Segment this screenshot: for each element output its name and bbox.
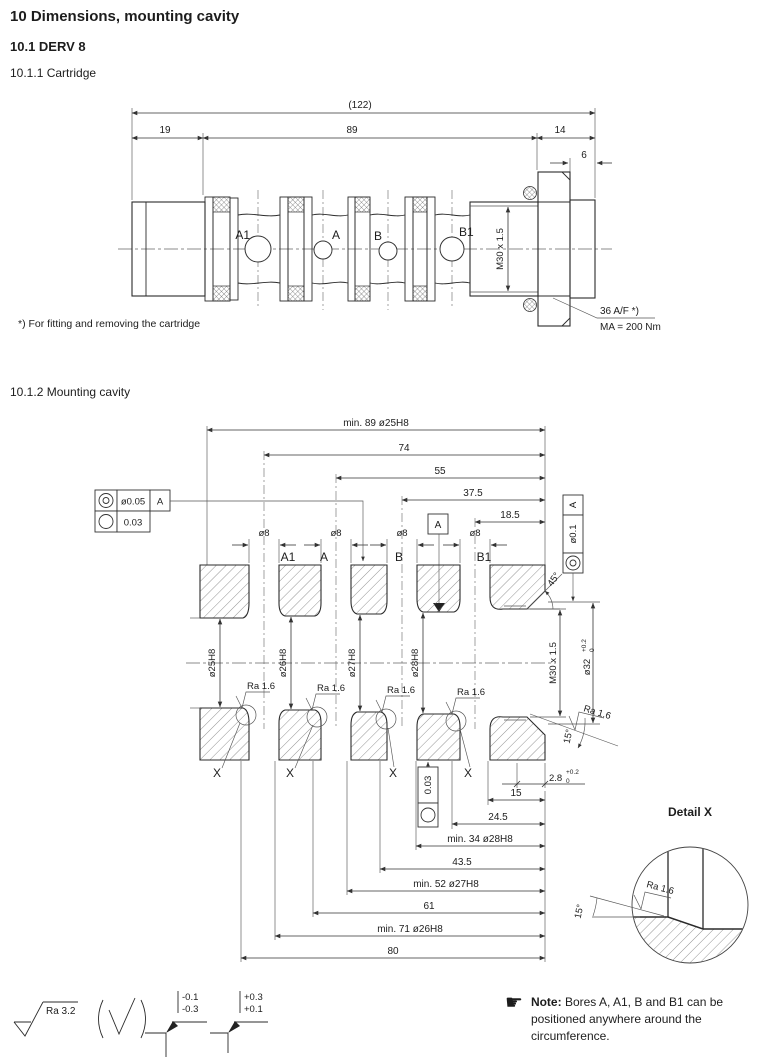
cavity-body-lower: [200, 708, 545, 760]
dim-435-label: 43.5: [452, 857, 472, 868]
edge2-hi-label: +0.3: [244, 992, 263, 1003]
page-title: 10 Dimensions, mounting cavity: [10, 8, 240, 25]
dim-34-label: min. 34 ø28H8: [447, 834, 513, 845]
seat-depth-label: 2.8: [549, 773, 563, 784]
dim-89-label: 89: [346, 125, 358, 136]
x-mark-label: X: [463, 766, 473, 780]
seat-tol-lo: 0: [566, 778, 570, 785]
angle-45-label: 45°: [545, 570, 563, 589]
cavity-heading: 10.1.2 Mounting cavity: [10, 385, 131, 399]
dim-55-label: 55: [434, 466, 446, 477]
ra-label: Ra 1.6: [387, 685, 415, 696]
dia-32-tol-lo: 0: [589, 648, 596, 652]
surface-finish-icon: [14, 1002, 78, 1036]
cavity-body-upper: [200, 565, 545, 618]
all-surfaces-icon: [99, 998, 146, 1038]
footnote: *) For fitting and removing the cartridge: [18, 318, 201, 330]
surface-roughness-marks: [236, 692, 480, 714]
bore-dia-label: ø8: [396, 528, 408, 539]
note-text: Note: Bores A, A1, B and B1 can be positioned anywhere around the circumference.: [530, 995, 724, 1043]
tol-bottom-value: 0.03: [423, 775, 434, 795]
dia-32-label: ø32: [582, 658, 593, 676]
dim-52-label: min. 52 ø27H8: [413, 879, 479, 890]
cavity-port-a1-label: A1: [280, 550, 296, 564]
dim-18-label: 18.5: [500, 510, 520, 521]
bore-dia-label: ø8: [469, 528, 481, 539]
dim-overall-label: (122): [348, 100, 372, 111]
tol-runout-datum: A: [568, 501, 579, 509]
tol-roundness-value: 0.03: [123, 517, 143, 529]
port-a-label: A: [332, 228, 341, 242]
edge2-lo-label: +0.1: [244, 1004, 263, 1015]
edge-condition-minus-icon: [145, 991, 207, 1057]
datum-a-label: A: [434, 520, 442, 531]
dim-depth-label: min. 89 ø25H8: [343, 418, 409, 429]
port-b1-label: B1: [459, 225, 474, 239]
cartridge-drawing: [0, 90, 763, 345]
port-b-label: B: [373, 229, 382, 243]
bore4-label: ø28H8: [410, 648, 421, 678]
dia-32-tol-hi: +0.2: [581, 639, 588, 652]
dim-19-label: 19: [159, 125, 171, 136]
oring-seal-bottom: [524, 299, 537, 312]
angle-15-label: 15°: [561, 728, 576, 745]
ra-label: Ra 1.6: [247, 681, 275, 692]
dim-71-label: min. 71 ø26H8: [377, 924, 443, 935]
detail-x-inset: [573, 805, 755, 965]
seat-tol-hi: +0.2: [566, 769, 579, 776]
cavity-port-a-label: A: [319, 550, 329, 564]
cavity-top-dimensions: [207, 418, 545, 565]
torque-label: MA = 200 Nm: [600, 322, 661, 333]
pointing-hand-icon: ☛: [505, 992, 523, 1014]
ra-label: Ra 1.6: [645, 879, 676, 898]
port-a1-label: A1: [235, 228, 250, 242]
note-block: [505, 994, 763, 1045]
dim-37-label: 37.5: [463, 488, 483, 499]
bore3-label: ø27H8: [347, 648, 358, 678]
ra-label: Ra 1.6: [582, 703, 613, 723]
dim-80-label: 80: [387, 946, 399, 957]
x-mark-label: X: [212, 766, 222, 780]
edge-condition-plus-icon: [210, 991, 268, 1053]
gdt-frame-right: [563, 495, 583, 601]
gdt-frame-bottom: [418, 762, 438, 827]
section-heading: 10.1 DERV 8: [10, 39, 86, 54]
cartridge-heading: 10.1.1 Cartridge: [10, 66, 97, 80]
dim-14-label: 14: [554, 125, 566, 136]
wrench-size-label: 36 A/F *): [600, 306, 639, 317]
cavity-bottom-dimensions: [241, 761, 545, 962]
ra-label: Ra 1.6: [317, 683, 345, 694]
dim-245-label: 24.5: [488, 812, 508, 823]
edge1-hi-label: -0.1: [182, 992, 199, 1003]
bore-dia-label: ø8: [330, 528, 342, 539]
dim-15-label: 15: [510, 788, 522, 799]
ra-label: Ra 1.6: [457, 687, 485, 698]
x-mark-label: X: [388, 766, 398, 780]
port-bore-dimensions: [232, 528, 507, 563]
cartridge-thread-label: M30 x 1.5: [495, 228, 506, 270]
bore-dia-label: ø8: [258, 528, 270, 539]
bore2-label: ø26H8: [278, 648, 289, 678]
tol-runout-value: ø0.1: [568, 524, 579, 544]
cavity-port-b-label: B: [394, 550, 404, 564]
dim-74-label: 74: [398, 443, 410, 454]
cavity-port-b1-label: B1: [476, 550, 492, 564]
oring-seal-top: [524, 187, 537, 200]
tol-concentricity-value: ø0.05: [120, 496, 146, 508]
mounting-cavity-drawing: [0, 415, 763, 985]
x-mark-label: X: [285, 766, 295, 780]
tol-concentricity-datum: A: [156, 496, 164, 508]
dim-61-label: 61: [423, 901, 435, 912]
cavity-thread-label: M30 x 1.5: [548, 642, 559, 684]
note-label: Note:: [530, 995, 562, 1009]
detail-x-title: Detail X: [667, 805, 713, 819]
surface-finish-label: Ra 3.2: [46, 1006, 76, 1017]
bore1-label: ø25H8: [207, 648, 218, 678]
cartridge-dimensions: [132, 100, 612, 200]
cartridge-body: [132, 172, 595, 326]
detail-angle-label: 15°: [572, 903, 587, 920]
dim-6-label: 6: [581, 150, 587, 161]
edge1-lo-label: -0.3: [182, 1004, 199, 1015]
seat-depth-dimension: [502, 763, 585, 788]
wrench-note: [553, 298, 661, 333]
